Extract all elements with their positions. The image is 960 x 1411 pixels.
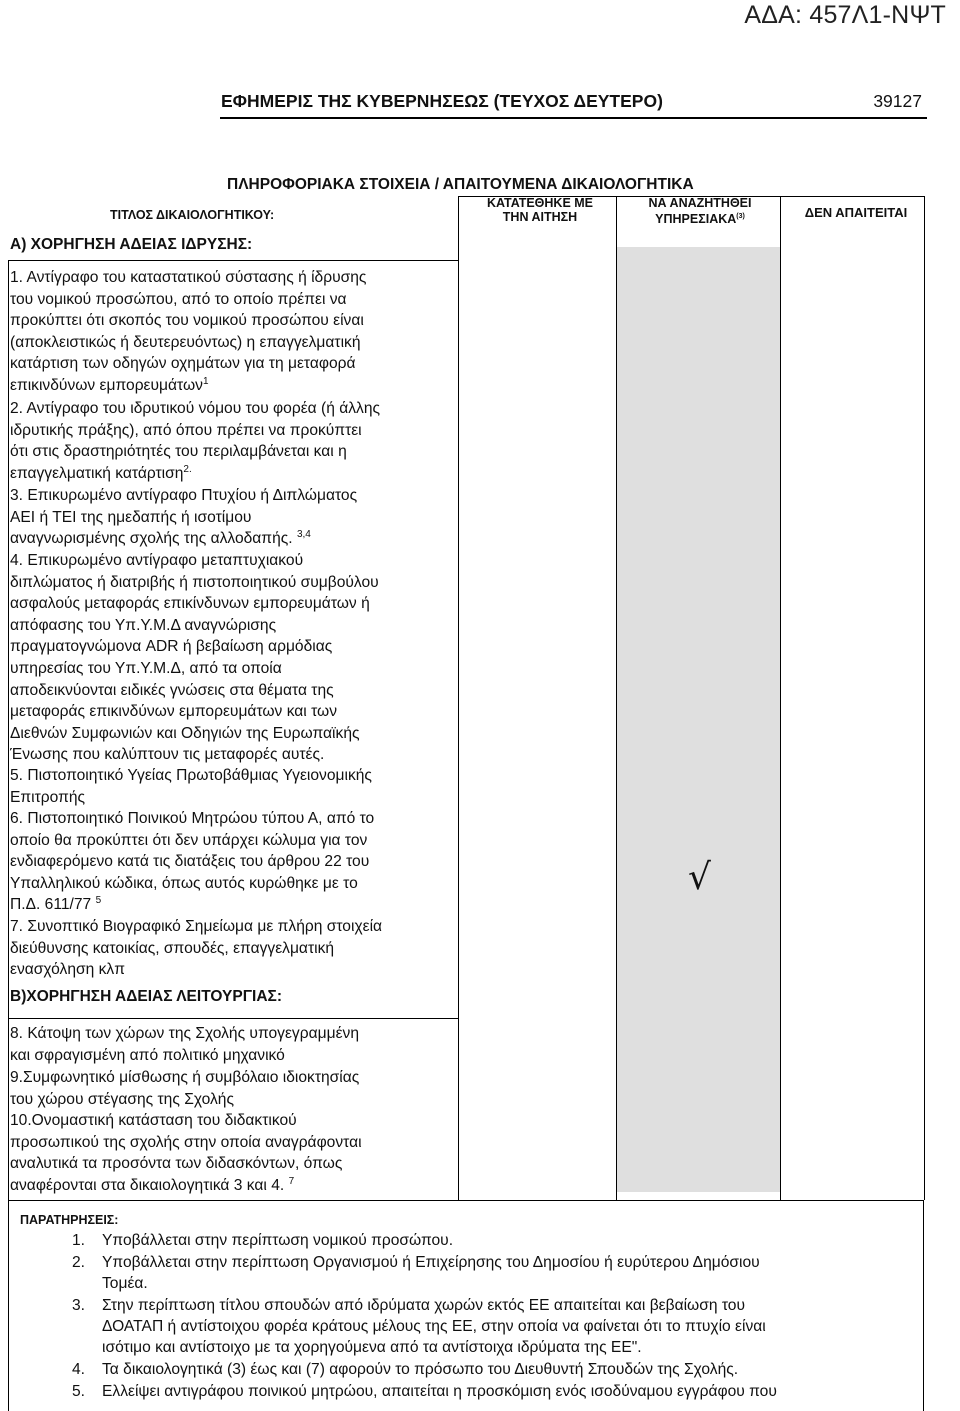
note-number: 2. [72, 1254, 86, 1271]
note-number: 4. [72, 1361, 86, 1378]
note-text: Στην περίπτωση τίτλου σπουδών από ιδρύματα χωρών εκτός ΕΕ απαιτείται και βεβαίωση του ΔΟΑΤΑΠ ή αντίστοιχου φορέα κράτους μέλους της ΕΕ, στην οποία να φαίνεται ότι το πτυχίο είναι ισότιμο και αντίστοιχο με τα χορηγούμενα από τα αντίστοιχα ιδρύματα της ΕΕ". [102, 1297, 766, 1356]
item-text: 10.Ονομαστική κατάσταση του διδακτικού προσωπικού της σχολής στην οποία αναγράφονται αναλυτικά τα προσόντα των διδασκόντων, όπως αναφέρονται στα δικαιολογητικά 3 και 4. [10, 1112, 362, 1194]
shaded-column [616, 247, 780, 1192]
note-number: 3. [72, 1297, 86, 1314]
item-text: 4. Επικυρωμένο αντίγραφο μεταπτυχιακού διπλώματος ή διατριβής ή πιστοποιητικού συμβούλου ασφαλούς μεταφοράς επικίνδυνων εμπορευμάτων ή απόφασης του Υπ.Υ.Μ.Δ αναγνώρισης πραγματογνώμονα ADR ή βεβαίωση αρμόδιας υπηρεσίας του Υπ.Υ.Μ.Δ, από τα οποία αποδεικνύονται ειδικές γνώσεις στα θέματα της μεταφοράς επικινδύνων εμπορευμάτων και των Διεθνών Συμφωνιών και Οδηγιών της Ευρωπαϊκής Ένωσης που καλύπτουν τις μεταφορές αυτές. [10, 552, 379, 764]
list-item [10, 550, 458, 766]
list-item [10, 1067, 458, 1110]
item-sup: 2. [183, 463, 192, 475]
col-search-header [622, 196, 778, 226]
col-search-line1: ΝΑ ΑΝΑΖΗΤΗΘΕΙ [648, 196, 752, 210]
item-text: 5. Πιστοποιητικό Υγείας Πρωτοβάθμιας Υγειονομικής Επιτροπής [10, 767, 372, 806]
doc-title-label: ΤΙΤΛΟΣ ΔΙΚΑΙΟΛΟΓΗΤΙΚΟΥ: [110, 208, 275, 222]
note-text: Ελλείψει αντιγράφου ποινικού μητρώου, απαιτείται η προσκόμιση ενός ισοδύναμου εγγράφου που [102, 1383, 777, 1400]
item-sup: 1 [202, 375, 209, 387]
list-item [10, 398, 458, 484]
column-divider-1 [458, 196, 459, 1200]
item-text: 8. Κάτοψη των χώρων της Σχολής υπογεγραμμένη και σφραγισμένη από πολιτικό μηχανικό [10, 1025, 359, 1064]
list-item [10, 1023, 458, 1066]
check-mark-icon: √ [688, 857, 711, 898]
table-title: ΠΛΗΡΟΦΟΡΙΑΚΑ ΣΤΟΙΧΕΙΑ / ΑΠΑΙΤΟΥΜΕΝΑ ΔΙΚΑΙΟΛΟΓΗΤΙΚΑ [227, 176, 694, 193]
col-not-required-header: ΔΕΝ ΑΠΑΙΤΕΙΤΑΙ [804, 205, 908, 220]
col-search-line2: ΥΠΗΡΕΣΙΑΚΑ [655, 212, 737, 227]
list-item [10, 765, 458, 808]
note-number: 1. [72, 1232, 86, 1249]
gazette-title: ΕΦΗΜΕΡΙΣ ΤΗΣ ΚΥΒΕΡΝΗΣΕΩΣ (ΤΕΥΧΟΣ ΔΕΥΤΕΡΟ) [221, 91, 663, 111]
col-submitted-header: ΚΑΤΑΤΕΘΗΚΕ ΜΕ ΤΗΝ ΑΙΤΗΣΗ [486, 196, 594, 224]
column-divider-4 [924, 196, 925, 1200]
list-item [10, 808, 458, 916]
item-text: 9.Συμφωνητικό μίσθωσης ή συμβόλαιο ιδιοκτησίας του χώρου στέγασης της Σχολής [10, 1069, 360, 1108]
ada-watermark: ΑΔΑ: 457Λ1-ΝΨΤ [744, 1, 946, 29]
item-text: 6. Πιστοποιητικό Ποινικού Μητρώου τύπου Α, από το οποίο θα προκύπτει ότι δεν υπάρχει κώλυμα για τον ενδιαφερόμενο κατά τις διατάξεις του άρθρου 22 του Υπαλληλικού κώδικα, όπως αυτός κυρώθηκε με το Π.Δ. 611/77 [10, 810, 375, 914]
notes-title: ΠΑΡΑΤΗΡΗΣΕΙΣ: [20, 1213, 119, 1227]
header-rule [220, 117, 927, 119]
item-text: 1. Αντίγραφο του καταστατικού σύστασης ή ίδρυσης του νομικού προσώπου, από το οποίο πρέπει να προκύπτει ότι σκοπός του νομικού προσώπου είναι (αποκλειστικώς ή δευτερευόντως) η επαγγελματική κατάρτιση των οδηγών οχημάτων για τη μεταφορά επικινδύνων εμπορευμάτων [10, 269, 367, 394]
list-item [10, 1110, 458, 1196]
item-text: 2. Αντίγραφο του ιδρυτικού νόμου του φορέα (ή άλλης ιδρυτικής πράξης), από όπου πρέπει να προκύπτει ότι στις δραστηριότητές του περιλαμβάνεται και η επαγγελματική κατάρτιση [10, 400, 381, 482]
column-divider-2 [616, 196, 617, 1200]
section-b-heading: Β)ΧΟΡΗΓΗΣΗ ΑΔΕΙΑΣ ΛΕΙΤΟΥΡΓΙΑΣ: [10, 988, 282, 1005]
item-sup: 5 [95, 895, 102, 907]
page-number: 39127 [873, 91, 922, 111]
section-b-border [8, 1018, 458, 1019]
item-text: 3. Επικυρωμένο αντίγραφο Πτυχίου ή Διπλώματος ΑΕΙ ή ΤΕΙ της ημεδαπής ή ισοτίμου αναγνωρισμένης σχολής της αλλοδαπής. [10, 487, 358, 548]
note-text: Υποβάλλεται στην περίπτωση νομικού προσώπου. [102, 1232, 454, 1249]
item-sup: 3,4 [296, 529, 311, 540]
gazette-header [0, 0, 960, 130]
table-left-border [8, 260, 9, 1200]
col-search-sup: (3) [736, 213, 745, 220]
list-item [10, 485, 458, 550]
section-a-heading: Α) ΧΟΡΗΓΗΣΗ ΑΔΕΙΑΣ ΙΔΡΥΣΗΣ: [10, 236, 253, 253]
item-text: 7. Συνοπτικό Βιογραφικό Σημείωμα με πλήρη στοιχεία διεύθυνσης κατοικίας, σπουδές, επαγγελματική ενασχόληση κλπ [10, 918, 383, 979]
item-sup: 7 [288, 1175, 295, 1187]
header-bottom-border [8, 260, 458, 261]
list-item [10, 267, 458, 397]
note-text: Τα δικαιολογητικά (3) έως και (7) αφορούν το πρόσωπο του Διευθυντή Σπουδών της Σχολής. [102, 1361, 739, 1378]
note-text: Υποβάλλεται στην περίπτωση Οργανισμού ή Επιχείρησης του Δημοσίου ή ευρύτερου Δημόσιου Τομέα. [102, 1254, 760, 1292]
note-number: 5. [72, 1383, 86, 1400]
column-divider-3 [780, 196, 781, 1200]
list-item [10, 916, 458, 981]
